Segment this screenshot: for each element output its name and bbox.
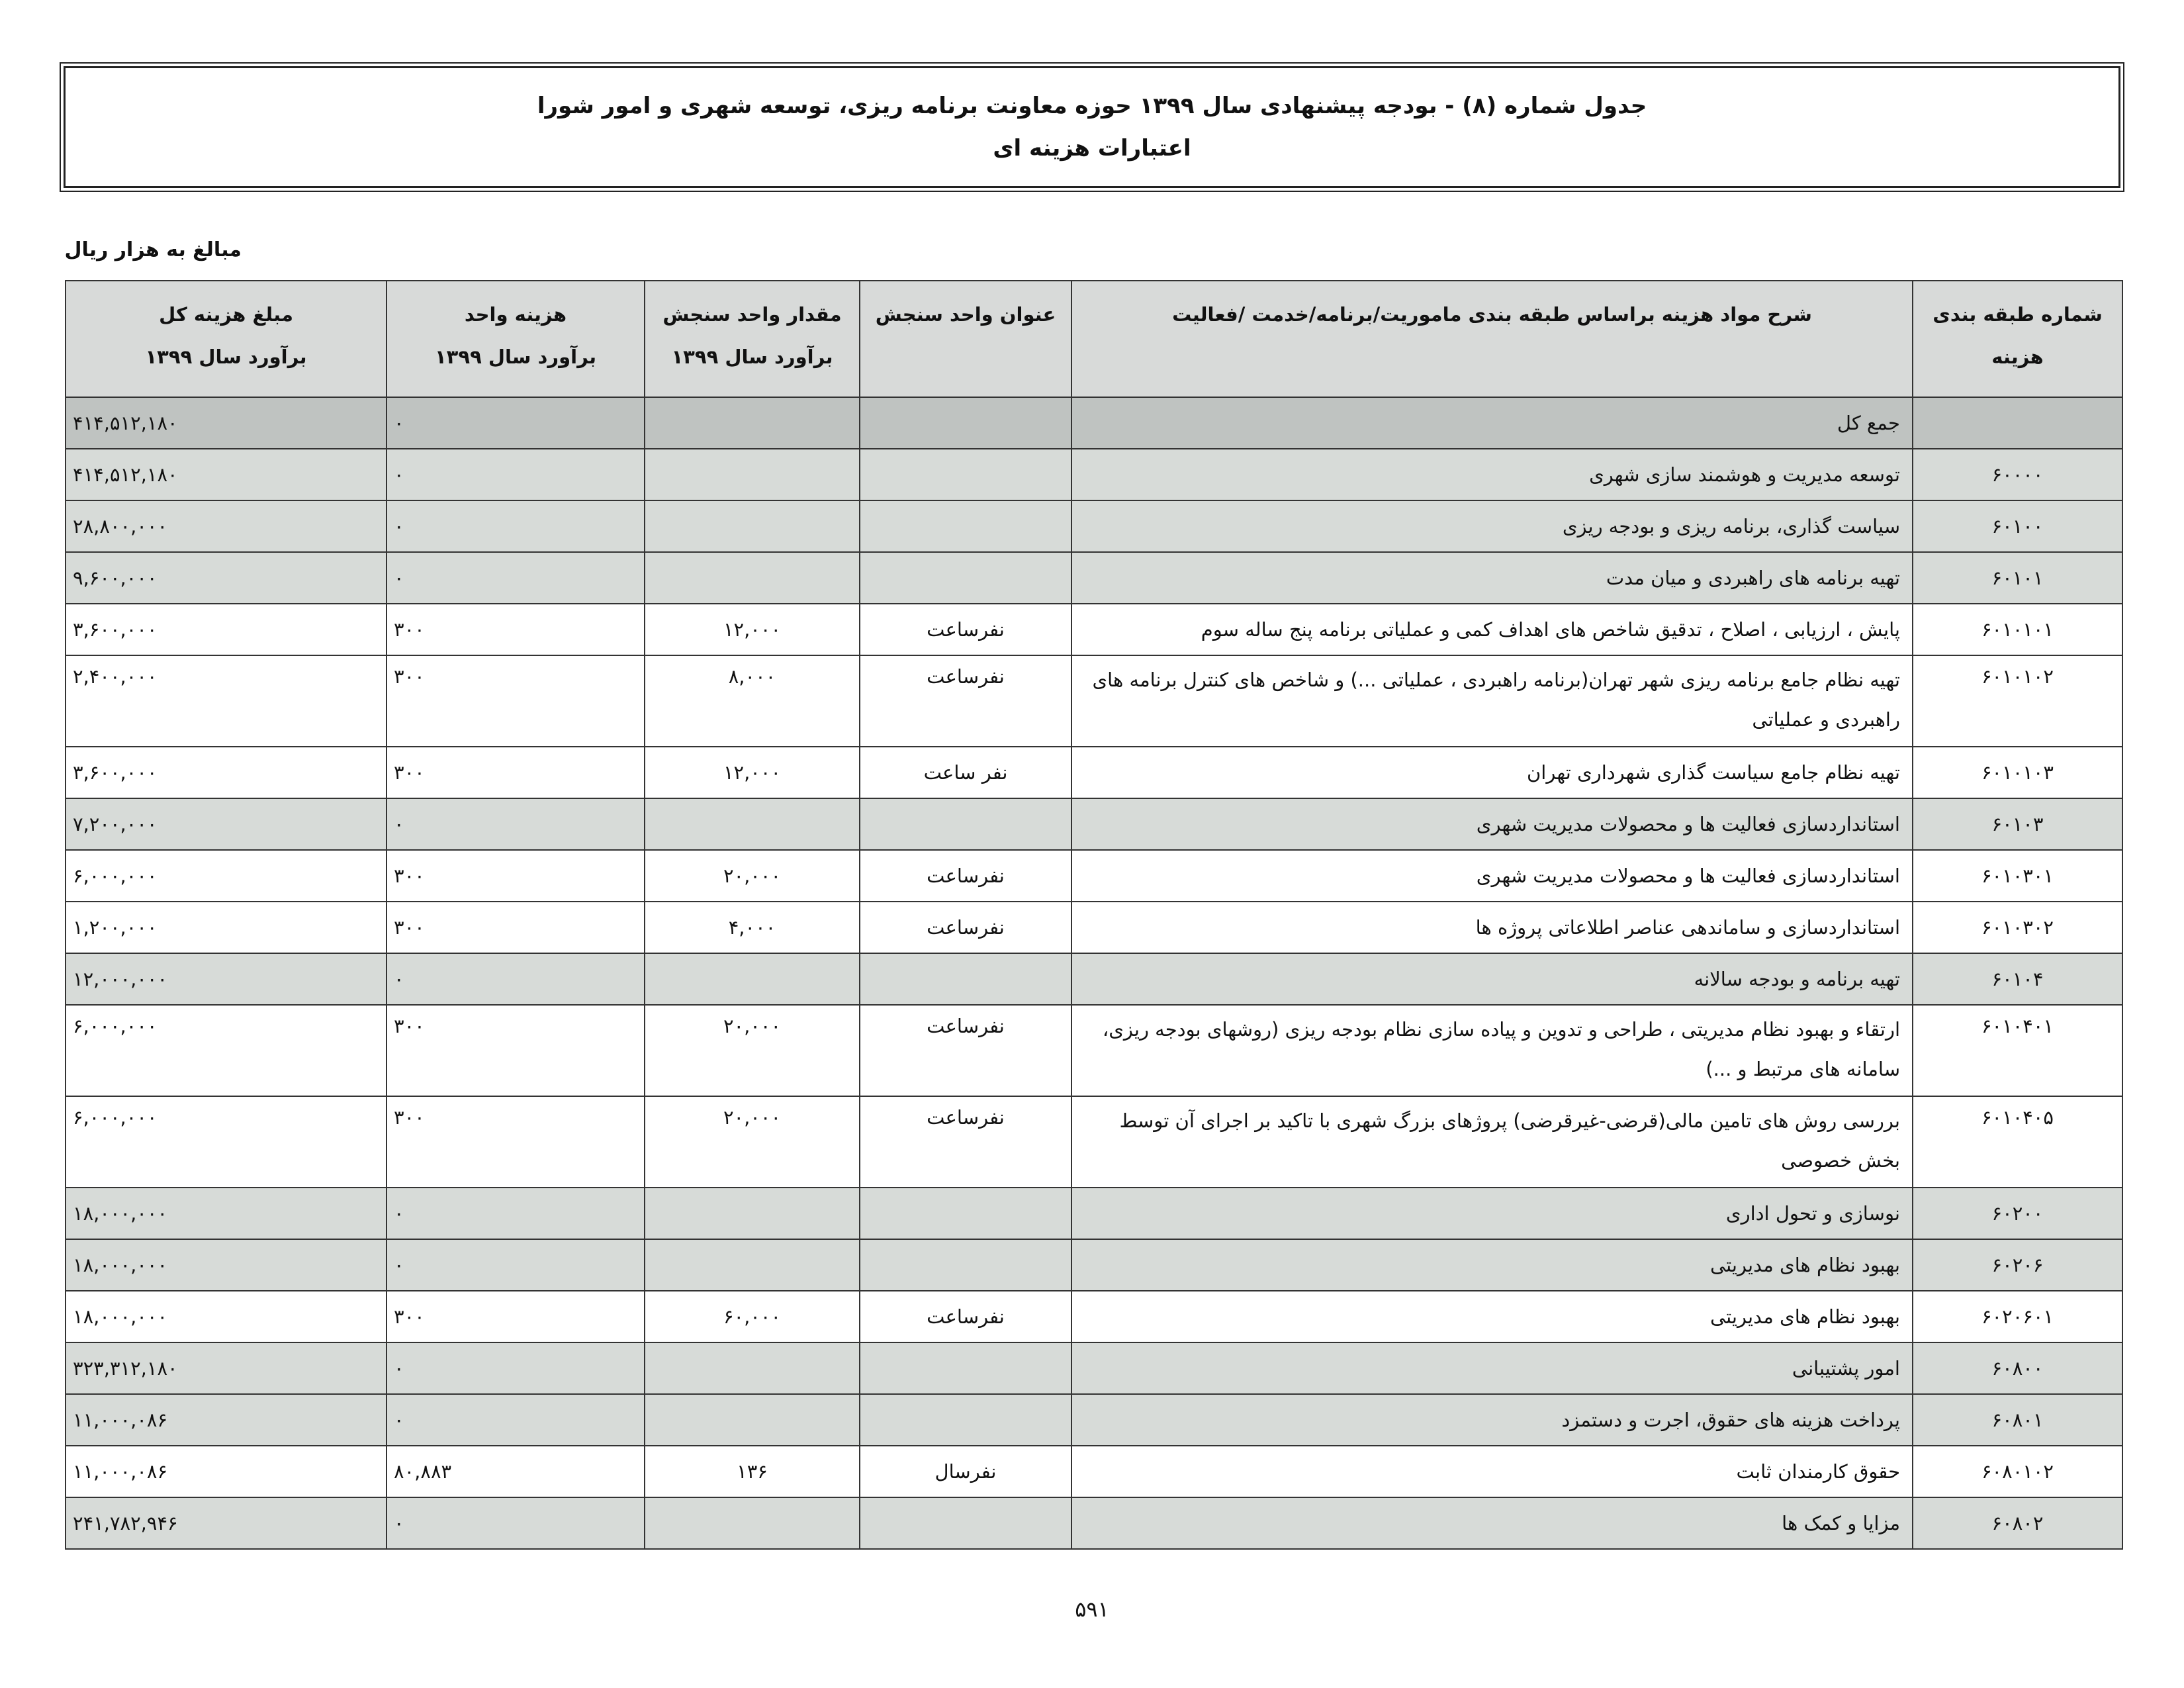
- header-unit-cost: هزینه واحد برآورد سال ۱۳۹۹: [387, 281, 645, 397]
- cell-unit-cost: ۰: [387, 1394, 645, 1446]
- cell-code: ۶۰۲۰۰: [1913, 1188, 2122, 1239]
- cell-code: ۶۰۱۰۰: [1913, 500, 2122, 552]
- cell-quantity: [645, 500, 860, 552]
- cell-unit-cost: ۰: [387, 1188, 645, 1239]
- cell-quantity: [645, 1497, 860, 1549]
- cell-quantity: [645, 1239, 860, 1291]
- cell-unit-cost: ۰: [387, 397, 645, 449]
- cell-quantity: [645, 1188, 860, 1239]
- cell-code: ۶۰۱۰۱: [1913, 552, 2122, 604]
- table-body: [66, 397, 2122, 1549]
- cell-description: استانداردسازی فعالیت ها و محصولات مدیریت شهری: [1071, 798, 1913, 850]
- cell-code: ۶۰۱۰۱۰۳: [1913, 747, 2122, 798]
- table-header: [66, 281, 2122, 397]
- cell-quantity: [645, 1342, 860, 1394]
- cell-unit: [860, 397, 1071, 449]
- cell-code: ۶۰۱۰۳۰۱: [1913, 850, 2122, 902]
- table-row: [66, 902, 2122, 953]
- table-row: [66, 850, 2122, 902]
- cell-total: ۳۲۳,۳۱۲,۱۸۰: [66, 1342, 387, 1394]
- cell-total: ۶,۰۰۰,۰۰۰: [66, 1005, 387, 1096]
- cell-quantity: [645, 449, 860, 500]
- cell-code: ۶۰۲۰۶: [1913, 1239, 2122, 1291]
- cell-code: ۶۰۱۰۱۰۱: [1913, 604, 2122, 655]
- cell-total: ۶,۰۰۰,۰۰۰: [66, 1096, 387, 1188]
- cell-quantity: ۱۲,۰۰۰: [645, 747, 860, 798]
- cell-unit-cost: ۰: [387, 500, 645, 552]
- cell-code: ۶۰۱۰۱۰۲: [1913, 655, 2122, 747]
- cell-code: ۶۰۸۰۰: [1913, 1342, 2122, 1394]
- table-row: [66, 798, 2122, 850]
- cell-unit: نفرساعت: [860, 850, 1071, 902]
- cell-description: حقوق کارمندان ثابت: [1071, 1446, 1913, 1497]
- table-title: جدول شماره (۸) - بودجه پیشنهادی سال ۱۳۹۹ حوزه معاونت برنامه ریزی، توسعه شهری و امور شورا: [537, 93, 1647, 119]
- table-row: [66, 1342, 2122, 1394]
- cell-unit: [860, 552, 1071, 604]
- cell-unit-cost: ۰: [387, 1342, 645, 1394]
- cell-code: ۶۰۸۰۲: [1913, 1497, 2122, 1549]
- cell-total: ۳,۶۰۰,۰۰۰: [66, 747, 387, 798]
- cell-total: ۱۸,۰۰۰,۰۰۰: [66, 1239, 387, 1291]
- table-row: [66, 552, 2122, 604]
- cell-unit: نفرسال: [860, 1446, 1071, 1497]
- cell-unit: [860, 449, 1071, 500]
- cell-unit: [860, 1188, 1071, 1239]
- cell-total: ۱,۲۰۰,۰۰۰: [66, 902, 387, 953]
- cell-description: پرداخت هزینه های حقوق، اجرت و دستمزد: [1071, 1394, 1913, 1446]
- cell-unit-cost: ۰: [387, 798, 645, 850]
- cell-quantity: ۲۰,۰۰۰: [645, 1096, 860, 1188]
- cell-description: مزایا و کمک ها: [1071, 1497, 1913, 1549]
- cell-unit: [860, 500, 1071, 552]
- title-box: [64, 66, 2120, 188]
- cell-description: بهبود نظام های مدیریتی: [1071, 1239, 1913, 1291]
- cell-quantity: ۴,۰۰۰: [645, 902, 860, 953]
- cell-total: ۲۴۱,۷۸۲,۹۴۶: [66, 1497, 387, 1549]
- cell-unit: نفرساعت: [860, 655, 1071, 747]
- unit-note: مبالغ به هزار ریال: [64, 238, 242, 261]
- header-unit-title: عنوان واحد سنجش: [860, 281, 1071, 397]
- cell-description: توسعه مدیریت و هوشمند سازی شهری: [1071, 449, 1913, 500]
- cell-description: سیاست گذاری، برنامه ریزی و بودجه ریزی: [1071, 500, 1913, 552]
- cell-total: ۱۸,۰۰۰,۰۰۰: [66, 1291, 387, 1342]
- cell-unit: [860, 1239, 1071, 1291]
- cell-total: ۹,۶۰۰,۰۰۰: [66, 552, 387, 604]
- header-total-cost: مبلغ هزینه کل برآورد سال ۱۳۹۹: [66, 281, 387, 397]
- cell-description: بررسی روش های تامین مالی(قرضی-غیرقرضی) پروژهای بزرگ شهری با تاکید بر اجرای آن توسط بخش خصوصی: [1071, 1096, 1913, 1188]
- header-code: شماره طبقه بندی هزینه: [1913, 281, 2122, 397]
- table-row: [66, 500, 2122, 552]
- cell-total: ۱۱,۰۰۰,۰۸۶: [66, 1446, 387, 1497]
- cell-unit: [860, 1497, 1071, 1549]
- cell-code: ۶۰۲۰۶۰۱: [1913, 1291, 2122, 1342]
- page-number: ۵۹۱: [1075, 1597, 1109, 1622]
- cell-unit-cost: ۸۰,۸۸۳: [387, 1446, 645, 1497]
- cell-description: تهیه برنامه های راهبردی و میان مدت: [1071, 552, 1913, 604]
- cell-unit-cost: ۰: [387, 953, 645, 1005]
- cell-description: تهیه برنامه و بودجه سالانه: [1071, 953, 1913, 1005]
- cell-description: جمع کل: [1071, 397, 1913, 449]
- budget-table: [65, 280, 2123, 1550]
- cell-code: [1913, 397, 2122, 449]
- cell-unit-cost: ۳۰۰: [387, 902, 645, 953]
- cell-unit-cost: ۳۰۰: [387, 655, 645, 747]
- cell-unit-cost: ۳۰۰: [387, 1005, 645, 1096]
- cell-description: ارتقاء و بهبود نظام مدیریتی ، طراحی و تدوین و پیاده سازی نظام بودجه ریزی (روشهای بودجه ریزی، سامانه های مرتبط و ...): [1071, 1005, 1913, 1096]
- cell-code: ۶۰۸۰۱: [1913, 1394, 2122, 1446]
- table-row: [66, 1239, 2122, 1291]
- cell-unit: [860, 953, 1071, 1005]
- cell-total: ۷,۲۰۰,۰۰۰: [66, 798, 387, 850]
- cell-unit-cost: ۰: [387, 1497, 645, 1549]
- table-row: [66, 604, 2122, 655]
- cell-unit: نفرساعت: [860, 902, 1071, 953]
- cell-code: ۶۰۸۰۱۰۲: [1913, 1446, 2122, 1497]
- cell-quantity: [645, 1394, 860, 1446]
- cell-quantity: [645, 953, 860, 1005]
- cell-total: ۲,۴۰۰,۰۰۰: [66, 655, 387, 747]
- cell-unit: نفرساعت: [860, 604, 1071, 655]
- cell-total: ۱۲,۰۰۰,۰۰۰: [66, 953, 387, 1005]
- cell-quantity: [645, 552, 860, 604]
- cell-description: تهیه نظام جامع برنامه ریزی شهر تهران(برنامه راهبردی ، عملیاتی ...) و شاخص های کنترل برنامه های راهبردی و عملیاتی: [1071, 655, 1913, 747]
- table-row: [66, 1291, 2122, 1342]
- cell-unit-cost: ۳۰۰: [387, 604, 645, 655]
- cell-quantity: ۶۰,۰۰۰: [645, 1291, 860, 1342]
- table-row: [66, 1446, 2122, 1497]
- cell-unit-cost: ۰: [387, 552, 645, 604]
- cell-total: ۳,۶۰۰,۰۰۰: [66, 604, 387, 655]
- cell-unit: نفرساعت: [860, 1005, 1071, 1096]
- cell-description: تهیه نظام جامع سیاست گذاری شهرداری تهران: [1071, 747, 1913, 798]
- cell-unit: [860, 798, 1071, 850]
- cell-unit-cost: ۳۰۰: [387, 1291, 645, 1342]
- table-row: [66, 1096, 2122, 1188]
- cell-code: ۶۰۱۰۴۰۵: [1913, 1096, 2122, 1188]
- cell-quantity: ۸,۰۰۰: [645, 655, 860, 747]
- cell-quantity: ۲۰,۰۰۰: [645, 850, 860, 902]
- cell-code: ۶۰۰۰۰: [1913, 449, 2122, 500]
- header-unit-quantity: مقدار واحد سنجش برآورد سال ۱۳۹۹: [645, 281, 860, 397]
- cell-description: امور پشتیبانی: [1071, 1342, 1913, 1394]
- cell-description: بهبود نظام های مدیریتی: [1071, 1291, 1913, 1342]
- header-description: شرح مواد هزینه براساس طبقه بندی ماموریت/برنامه/خدمت /فعالیت: [1071, 281, 1913, 397]
- table-row: [66, 655, 2122, 747]
- cell-total: ۴۱۴,۵۱۲,۱۸۰: [66, 449, 387, 500]
- cell-unit: [860, 1394, 1071, 1446]
- cell-code: ۶۰۱۰۳۰۲: [1913, 902, 2122, 953]
- cell-quantity: [645, 397, 860, 449]
- table-row: [66, 1497, 2122, 1549]
- table-row: [66, 1005, 2122, 1096]
- table-row: [66, 747, 2122, 798]
- cell-unit: نفر ساعت: [860, 747, 1071, 798]
- cell-code: ۶۰۱۰۴: [1913, 953, 2122, 1005]
- table-row: [66, 397, 2122, 449]
- cell-description: نوسازی و تحول اداری: [1071, 1188, 1913, 1239]
- cell-description: پایش ، ارزیابی ، اصلاح ، تدقیق شاخص های اهداف کمی و عملیاتی برنامه پنج ساله سوم: [1071, 604, 1913, 655]
- table-row: [66, 449, 2122, 500]
- cell-quantity: ۱۳۶: [645, 1446, 860, 1497]
- cell-total: ۲۸,۸۰۰,۰۰۰: [66, 500, 387, 552]
- cell-description: استانداردسازی فعالیت ها و محصولات مدیریت شهری: [1071, 850, 1913, 902]
- table-row: [66, 1394, 2122, 1446]
- cell-quantity: [645, 798, 860, 850]
- cell-code: ۶۰۱۰۳: [1913, 798, 2122, 850]
- cell-quantity: ۲۰,۰۰۰: [645, 1005, 860, 1096]
- cell-total: ۱۸,۰۰۰,۰۰۰: [66, 1188, 387, 1239]
- cell-quantity: ۱۲,۰۰۰: [645, 604, 860, 655]
- cell-unit-cost: ۳۰۰: [387, 747, 645, 798]
- table-row: [66, 1188, 2122, 1239]
- cell-total: ۶,۰۰۰,۰۰۰: [66, 850, 387, 902]
- cell-unit-cost: ۳۰۰: [387, 850, 645, 902]
- cell-unit-cost: ۳۰۰: [387, 1096, 645, 1188]
- cell-code: ۶۰۱۰۴۰۱: [1913, 1005, 2122, 1096]
- table-subtitle: اعتبارات هزینه ای: [993, 135, 1191, 162]
- cell-total: ۴۱۴,۵۱۲,۱۸۰: [66, 397, 387, 449]
- cell-unit-cost: ۰: [387, 449, 645, 500]
- table-row: [66, 953, 2122, 1005]
- cell-total: ۱۱,۰۰۰,۰۸۶: [66, 1394, 387, 1446]
- cell-unit-cost: ۰: [387, 1239, 645, 1291]
- cell-unit: نفرساعت: [860, 1096, 1071, 1188]
- cell-description: استانداردسازی و ساماندهی عناصر اطلاعاتی پروژه ها: [1071, 902, 1913, 953]
- cell-unit: [860, 1342, 1071, 1394]
- cell-unit: نفرساعت: [860, 1291, 1071, 1342]
